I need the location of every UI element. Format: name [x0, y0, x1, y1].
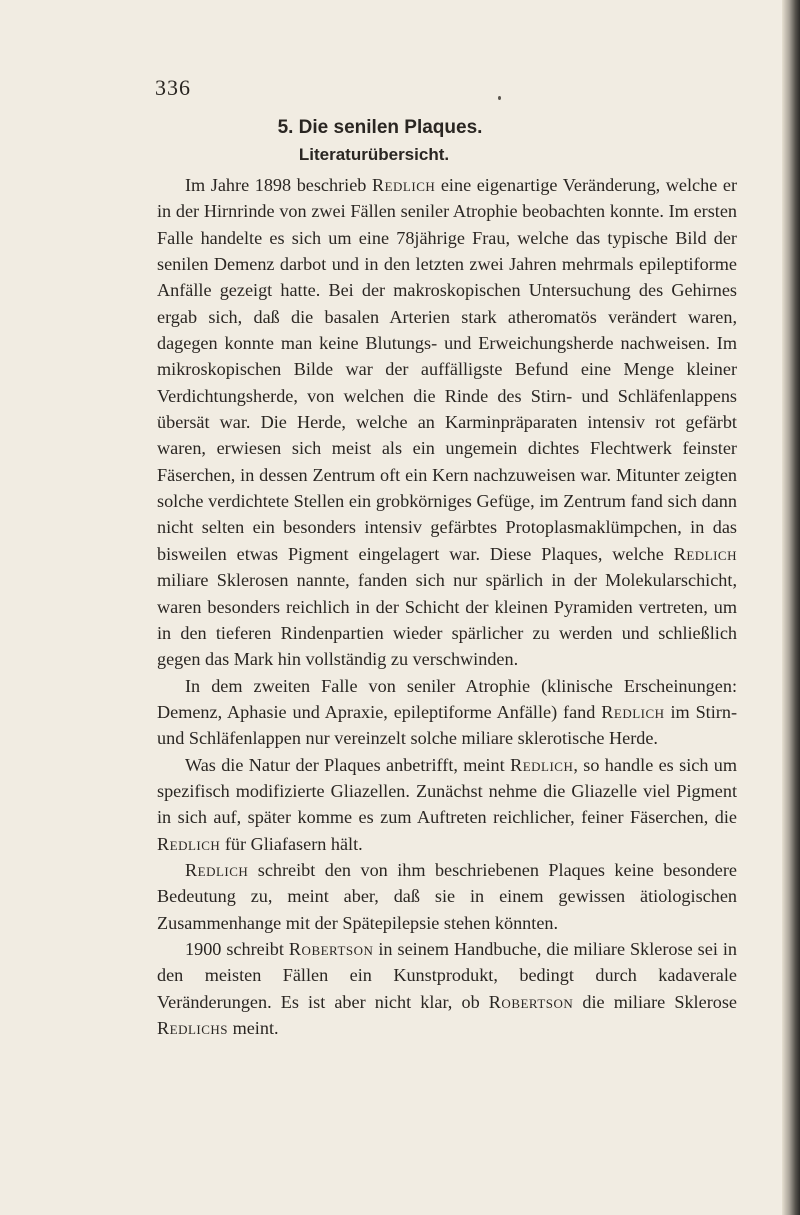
print-speck — [498, 96, 501, 100]
author-name: Redlich — [601, 701, 665, 722]
author-name: Redlich — [185, 859, 249, 880]
text-run: im Stirn- und Schläfenlappen nur vereinzelt solche miliare sklerotische Herde. — [157, 701, 737, 749]
text-run: die miliare Sklerose — [573, 991, 737, 1012]
paragraph — [157, 752, 737, 857]
body-text — [157, 172, 737, 1041]
paragraph — [157, 936, 737, 1041]
author-name: Robertson — [488, 991, 574, 1012]
paragraph — [157, 172, 737, 673]
author-name: Redlich — [673, 543, 737, 564]
author-name: Redlich — [157, 833, 221, 854]
text-run: Was die Natur der Plaques anbetrifft, meint — [185, 754, 511, 775]
author-name: Redlich — [510, 754, 574, 775]
text-run: meint. — [228, 1018, 279, 1038]
author-name: Redlichs — [157, 1018, 229, 1038]
section-subtitle: Literaturübersicht. — [298, 145, 450, 164]
text-run: für Gliafasern hält. — [220, 833, 363, 854]
section-title: 5. Die senilen Plaques. — [277, 117, 483, 138]
author-name: Redlich — [371, 175, 436, 195]
page-number: 336 — [155, 75, 191, 100]
text-run: 1900 schreibt — [185, 938, 289, 959]
text-run: In dem zweiten Falle von seniler Atrophie (klinische Erscheinungen: Demenz, Aphasie und Apraxie, epileptiforme Anfälle) fand — [157, 675, 737, 722]
text-run: miliare Sklerosen nannte, fanden sich nur spärlich in der Molekularschicht, waren besonders reichlich in der Schicht der kleinen Pyramiden vertreten, um in den tieferen Rindenpartien wieder spärlicher zu werden und schließlich gegen das Mark hin vollständig zu verschwinden. — [157, 570, 737, 670]
text-run: eine eigenartige Veränderung, welche er in der Hirnrinde von zwei Fällen seniler Atrophie beobachten konnte. Im ersten Falle handelte es sich um eine 78jährige Frau, welche das typische Bild der senilen Demenz darbot und in den letzten zwei Jahren mehrmals epileptiforme Anfälle gezeigt hatte. Bei der makroskopischen Untersuchung des Gehirnes ergab sich, daß die basalen Arterien stark atheromatös verändert waren, dagegen konnte man keine Blutungs- und Erweichungsherde nachweisen. Im mikroskopischen Bilde war der auffälligste Befund eine Menge kleiner Verdichtungsherde, von welchen die Rinde des Stirn- und Schläfenlappens übersät war. Die Herde, welche an Karminpräparaten intensiv rot gefärbt waren, erwiesen sich meist als ein ungemein dichtes Flechtwerk feinster Fäserchen, in dessen Zentrum oft ein Kern nachzuweisen war. Mitunter zeigten solche verdichtete Stellen ein grobkörniges Gefüge, im Zentrum fand sich dann nicht selten ein besonders intensiv gefärbtes Protoplasmaklümpchen, in das bisweilen etwas Pigment eingelagert war. Diese Plaques, welche — [157, 175, 738, 564]
author-name: Robertson — [288, 938, 374, 959]
page-edge-shadow — [782, 0, 800, 1215]
text-run: Im Jahre 1898 beschrieb — [185, 175, 372, 195]
text-run: , so handle es sich um spezifisch modifizierte Gliazellen. Zunächst nehme die Gliazelle viel Pigment in sich auf, später komme es zum Auftreten reichlicher, feiner Fäserchen, die — [157, 754, 738, 828]
paragraph — [157, 857, 737, 936]
text-run: in seinem Handbuche, die miliare Sklerose sei in den meisten Fällen ein Kunstprodukt, bedingt durch kadaverale Veränderungen. Es ist aber nicht klar, ob — [157, 938, 737, 1012]
text-run: schreibt den von ihm beschriebenen Plaques keine besondere Bedeutung zu, meint aber, daß sie in einem gewissen ätiologischen Zusammenhange mit der Spätepilepsie stehen könnten. — [157, 859, 737, 933]
paragraph — [157, 673, 737, 752]
